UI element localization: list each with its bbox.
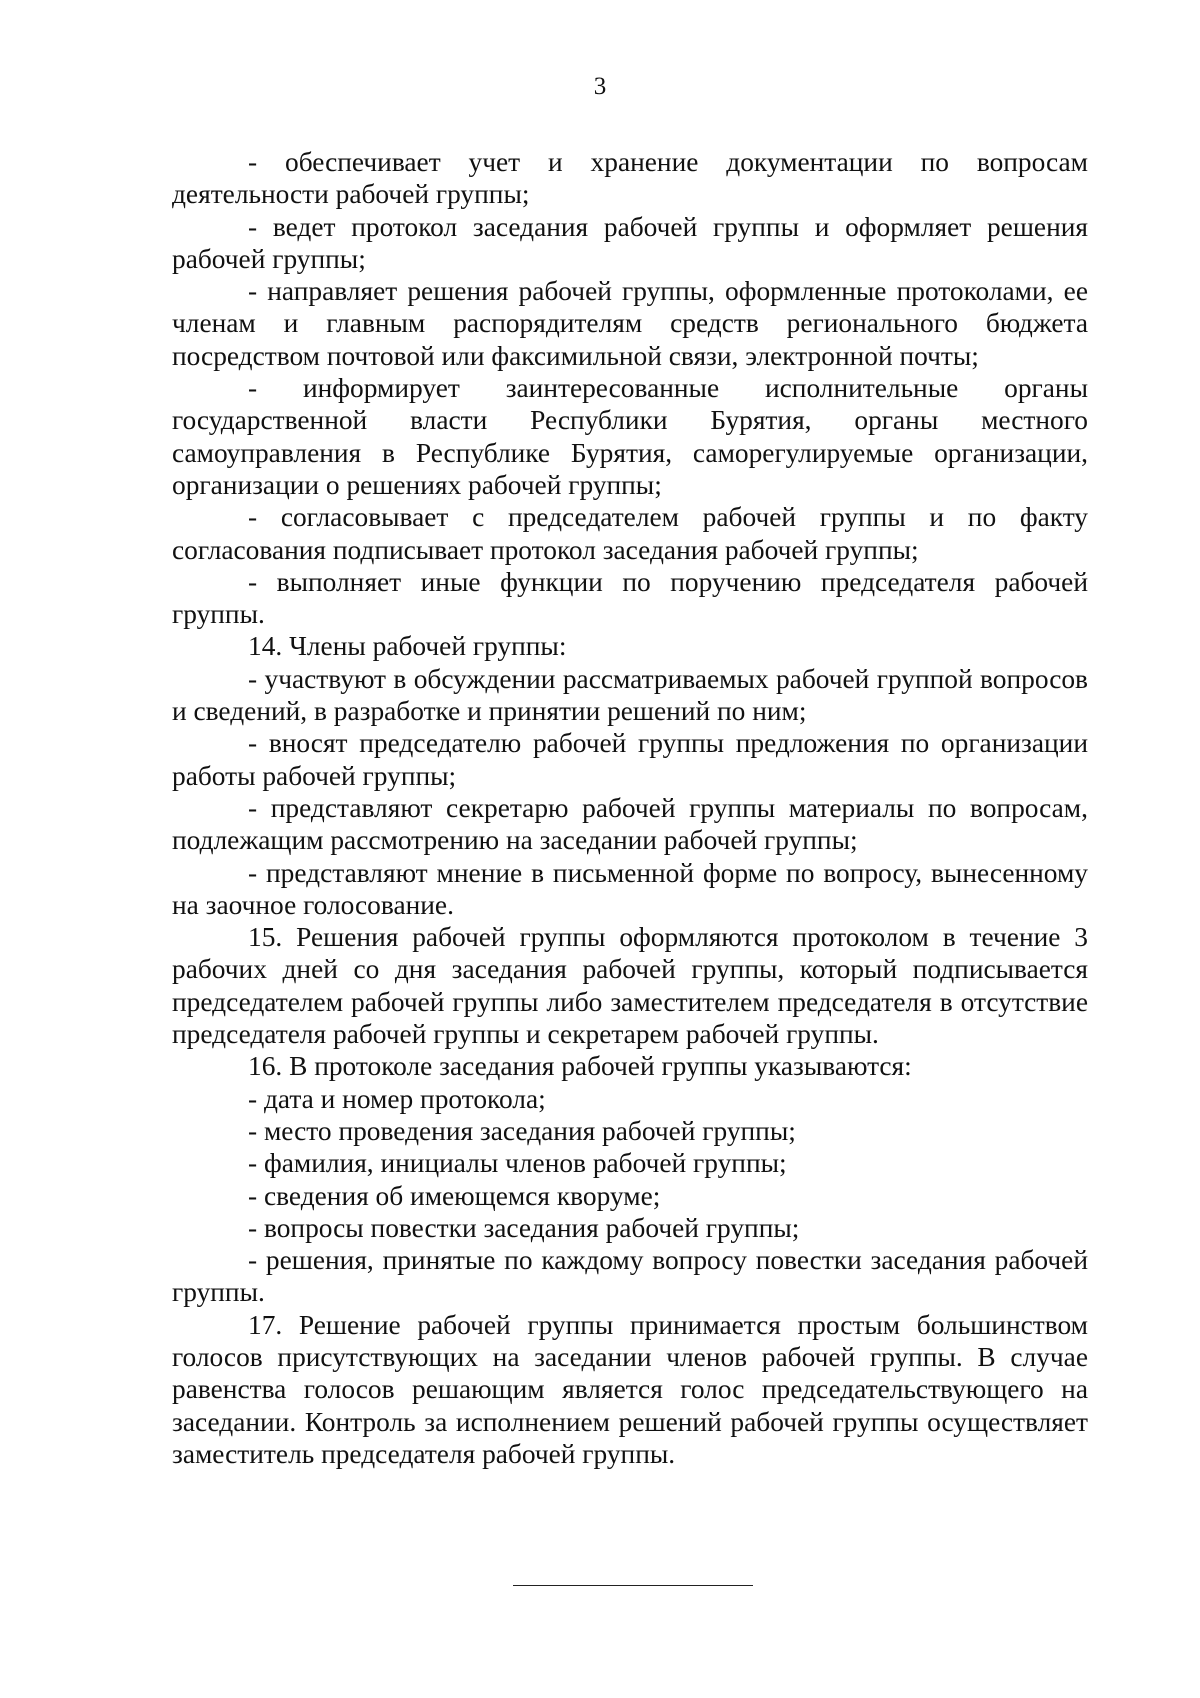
paragraph: 17. Решение рабочей группы принимается простым большинством голосов присутствующих на заседании членов рабочей группы. В случае равенства голосов решающим является голос председательствующего на заседании. Контроль за исполнением решений рабочей группы осуществляет заместитель председателя рабочей группы. xyxy=(172,1309,1088,1469)
paragraph: - вносят председателю рабочей группы предложения по организации работы рабочей группы; xyxy=(172,728,1088,791)
paragraph: - фамилия, инициалы членов рабочей группы; xyxy=(248,1148,787,1179)
paragraph: - дата и номер протокола; xyxy=(248,1083,546,1114)
paragraph: - ведет протокол заседания рабочей группы и оформляет решения рабочей группы; xyxy=(172,211,1088,274)
paragraph: - представляют секретарю рабочей группы материалы по вопросам, подлежащим рассмотрению на заседании рабочей группы; xyxy=(172,792,1088,856)
paragraph: 16. В протоколе заседания рабочей группы указываются: xyxy=(248,1051,912,1082)
paragraph: - место проведения заседания рабочей группы; xyxy=(248,1115,796,1146)
paragraph: - согласовывает с председателем рабочей группы и по факту согласования подписывает протокол заседания рабочей группы; xyxy=(172,502,1088,565)
paragraph: - обеспечивает учет и хранение документации по вопросам деятельности рабочей группы; xyxy=(172,147,1088,210)
paragraph: - представляют мнение в письменной форме по вопросу, вынесенному на заочное голосование. xyxy=(172,857,1088,920)
document-body xyxy=(172,146,1088,1470)
paragraph: - вопросы повестки заседания рабочей группы; xyxy=(248,1212,800,1243)
paragraph: - участвуют в обсуждении рассматриваемых рабочей группой вопросов и сведений, в разработке и принятии решений по ним; xyxy=(172,663,1088,727)
paragraph: - направляет решения рабочей группы, оформленные протоколами, ее членам и главным распорядителям средств регионального бюджета посредством почтовой или факсимильной связи, электронной почты; xyxy=(172,276,1088,371)
page-number: 3 xyxy=(593,73,607,100)
paragraph: - выполняет иные функции по поручению председателя рабочей группы. xyxy=(172,566,1088,630)
paragraph: 15. Решения рабочей группы оформляются протоколом в течение 3 рабочих дней со дня заседания рабочей группы, который подписывается председателем рабочей группы либо заместителем председателя в отсутствие председателя рабочей группы и секретарем рабочей группы. xyxy=(172,922,1088,1050)
paragraph: - информирует заинтересованные исполнительные органы государственной власти Республики Бурятия, органы местного самоуправления в Республике Бурятия, саморегулируемые организации, организации о решениях рабочей группы; xyxy=(172,373,1088,500)
paragraph: 14. Члены рабочей группы: xyxy=(248,631,567,662)
paragraph: - сведения об имеющемся кворуме; xyxy=(248,1180,661,1211)
paragraph: - решения, принятые по каждому вопросу повестки заседания рабочей группы. xyxy=(172,1245,1088,1308)
end-separator-line xyxy=(513,1585,753,1586)
